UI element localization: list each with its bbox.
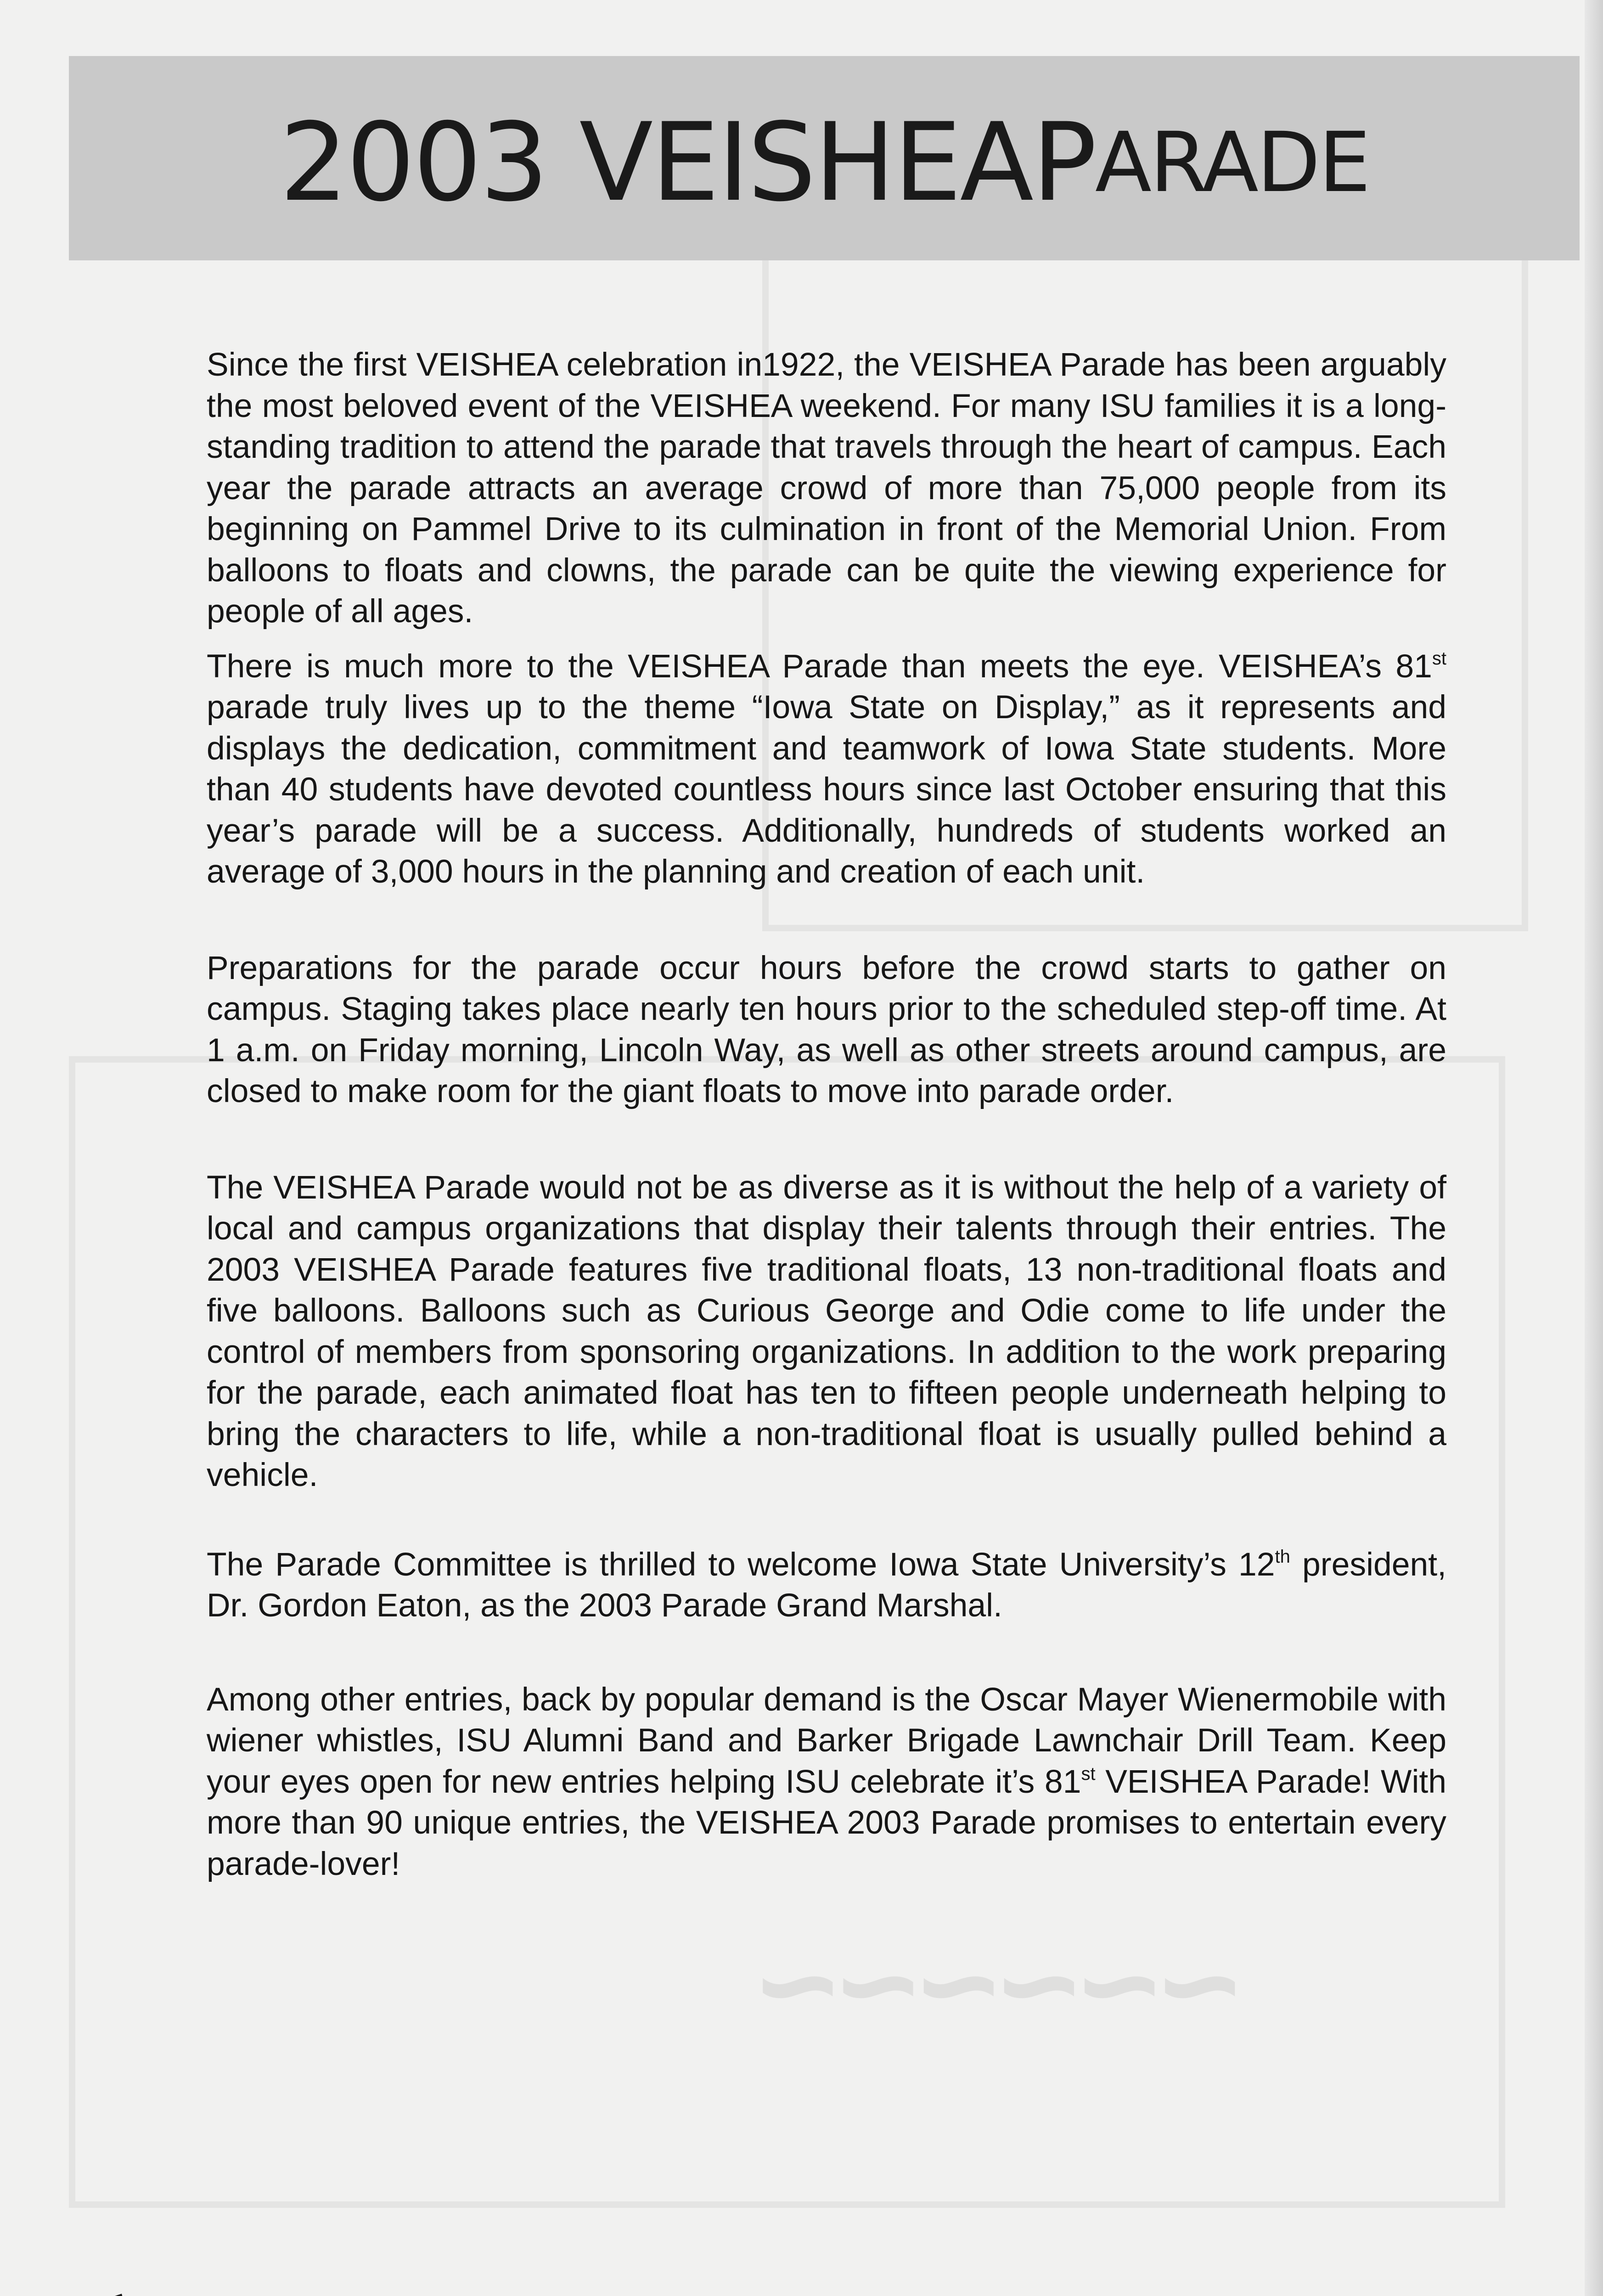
text-run: president, Dr. Gordon Eaton, as the 2003 Parade Grand Marshal. [207,1546,1446,1624]
text-run: The Parade Committee is thrilled to welcome Iowa State University’s 12 [207,1546,1275,1583]
paragraph [207,646,1446,893]
veishea-logo [69,2282,285,2296]
title-part: 2003 VEISHEA [279,100,1032,225]
title-banner [69,56,1580,260]
paragraph: Preparations for the parade occur hours before the crowd starts to gather on campus. Staging takes place nearly ten hours prior to the scheduled step-off time. At 1 a.m. on Friday morning, Lincoln Way, as well as other streets around campus, are closed to make room for the giant floats to move into parade order. [207,949,1446,1109]
page-title [69,56,1580,260]
title-cap: P [1032,100,1095,225]
ordinal-suffix: st [1081,1763,1096,1784]
text-run: Among other entries, back by popular demand is the Oscar Mayer Wienermobile with wiener whistles, ISU Alumni Band and Barker Brigade Lawnchair Drill Team. Keep your eyes open for new entries helping ISU celebrate it’s 81 [207,1681,1446,1800]
article-body [207,344,1446,1885]
ordinal-suffix: st [1432,648,1446,669]
paragraph: The VEISHEA Parade would not be as diverse as it is without the help of a variety of local and campus organizations that display their talents through their entries. The 2003 VEISHEA Parade features five traditional floats, 13 non-traditional floats and five balloons. Balloons such as Curious George and Odie come to life under the control of members from sponsoring organizations. In addition to the work preparing for the parade, each animated float has ten to fifteen people underneath helping to bring the characters to life, while a non-traditional float is usually pulled behind a vehicle. [207,1169,1446,1493]
title-smallcaps: ARADE [1095,115,1369,211]
bleed-through-ghost: ~~~~~~ [758,1908,1241,2062]
page-edge-shadow [1585,0,1603,2296]
paragraph: Since the first VEISHEA celebration in1922, the VEISHEA Parade has been arguably the most beloved event of the VEISHEA weekend. For many ISU families it is a long-standing tradition to attend the parade that travels through the heart of campus. Each year the parade attracts an average crowd of more than 75,000 people from its beginning on Pammel Drive to its culmination in front of the Memorial Union. From balloons to floats and clowns, the parade can be quite the viewing experience for people of all ages. [207,346,1446,630]
text-run: parade truly lives up to the theme “Iowa State on Display,” as it represents and displays the dedication, commitment and teamwork of Iowa State students. More than 40 students have devoted countless hours since last October ensuring that this year’s parade will be a success. Additionally, hundreds of students worked an average of 3,000 hours in the planning and creation of each unit. [207,689,1446,890]
paragraph [207,1679,1446,1885]
text-run: VEISHEA Parade! With more than 90 unique entries, the VEISHEA 2003 Parade promises to entertain every parade-lover! [207,1763,1446,1882]
paragraph [207,1544,1446,1626]
ordinal-suffix: th [1275,1546,1290,1567]
text-run: There is much more to the VEISHEA Parade than meets the eye. VEISHEA’s 81 [207,647,1432,685]
